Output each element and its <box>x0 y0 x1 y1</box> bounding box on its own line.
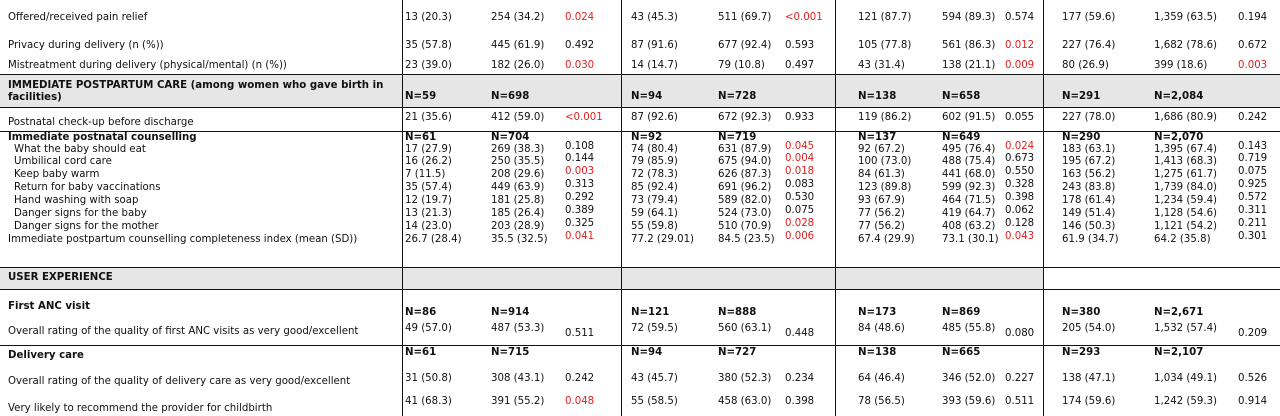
p-value: 0.012 <box>1005 40 1035 51</box>
value-cell: 79 (85.9) <box>631 156 678 167</box>
p-value: 0.043 <box>1005 231 1035 242</box>
value-cell: 77 (56.2) <box>858 221 905 232</box>
value-cell: 55 (58.5) <box>631 396 678 407</box>
sample-size: N=665 <box>942 347 981 358</box>
p-value: 0.301 <box>1238 231 1268 242</box>
column-divider <box>835 0 836 416</box>
value-cell: 138 (47.1) <box>1062 373 1116 384</box>
value-cell: 524 (73.0) <box>718 208 772 219</box>
p-value: 0.311 <box>1238 205 1268 216</box>
p-value: 0.062 <box>1005 205 1035 216</box>
p-value: 0.028 <box>785 218 815 229</box>
p-value: 0.006 <box>785 231 815 242</box>
p-value: 0.030 <box>565 60 595 71</box>
sample-size: N=888 <box>718 307 757 318</box>
row-label: Mistreatment during delivery (physical/mental) (n (%)) <box>8 60 287 71</box>
p-value: 0.075 <box>1238 166 1268 177</box>
value-cell: 72 (78.3) <box>631 169 678 180</box>
p-value: 0.672 <box>1238 40 1268 51</box>
p-value: 0.055 <box>1005 112 1035 123</box>
sample-size: N=86 <box>405 307 437 318</box>
p-value: 0.593 <box>785 40 815 51</box>
value-cell: 391 (55.2) <box>491 396 545 407</box>
table-row <box>0 319 1280 345</box>
p-value: 0.242 <box>565 373 595 384</box>
value-cell: 17 (27.9) <box>405 144 452 155</box>
value-cell: 1,128 (54.6) <box>1154 208 1218 219</box>
sample-size: N=649 <box>942 132 981 143</box>
p-value: 0.448 <box>785 328 815 339</box>
value-cell: 84.5 (23.5) <box>718 234 775 245</box>
table-row <box>0 153 1280 169</box>
value-cell: 177 (59.6) <box>1062 12 1116 23</box>
row-label: First ANC visit <box>8 301 90 312</box>
value-cell: 178 (61.4) <box>1062 195 1116 206</box>
value-cell: 1,395 (67.4) <box>1154 144 1218 155</box>
value-cell: 87 (92.6) <box>631 112 678 123</box>
sample-size: N=719 <box>718 132 757 143</box>
value-cell: 21 (35.6) <box>405 112 452 123</box>
row-label: Privacy during delivery (n (%)) <box>8 40 164 51</box>
table-row <box>0 391 1280 415</box>
value-cell: 1,682 (78.6) <box>1154 40 1218 51</box>
value-cell: 55 (59.8) <box>631 221 678 232</box>
p-value: 0.925 <box>1238 179 1268 190</box>
sample-size: N=291 <box>1062 91 1101 102</box>
p-value: 0.526 <box>1238 373 1268 384</box>
p-value: 0.719 <box>1238 153 1268 164</box>
sample-size: N=658 <box>942 91 981 102</box>
row-divider <box>0 107 1280 108</box>
row-label: Overall rating of the quality of delivery care as very good/excellent <box>8 376 351 387</box>
table-row <box>0 267 1280 289</box>
row-divider <box>0 74 1280 75</box>
p-value: 0.313 <box>565 179 595 190</box>
value-cell: 495 (76.4) <box>942 144 996 155</box>
row-label: Hand washing with soap <box>14 195 139 206</box>
value-cell: 92 (67.2) <box>858 144 905 155</box>
value-cell: 419 (64.7) <box>942 208 996 219</box>
value-cell: 23 (39.0) <box>405 60 452 71</box>
value-cell: 138 (21.1) <box>942 60 996 71</box>
value-cell: 35.5 (32.5) <box>491 234 548 245</box>
table-row <box>0 179 1280 195</box>
value-cell: 77.2 (29.01) <box>631 234 695 245</box>
sample-size: N=173 <box>858 307 897 318</box>
value-cell: 408 (63.2) <box>942 221 996 232</box>
value-cell: 146 (50.3) <box>1062 221 1116 232</box>
p-value: 0.572 <box>1238 192 1268 203</box>
value-cell: 399 (18.6) <box>1154 60 1208 71</box>
value-cell: 594 (89.3) <box>942 12 996 23</box>
p-value: 0.511 <box>565 328 595 339</box>
value-cell: 163 (56.2) <box>1062 169 1116 180</box>
p-value: <0.001 <box>565 112 603 123</box>
p-value: 0.143 <box>1238 141 1268 152</box>
value-cell: 441 (68.0) <box>942 169 996 180</box>
p-value: 0.144 <box>565 153 595 164</box>
value-cell: 14 (23.0) <box>405 221 452 232</box>
value-cell: 227 (78.0) <box>1062 112 1116 123</box>
p-value: 0.003 <box>565 166 595 177</box>
value-cell: 119 (86.2) <box>858 112 912 123</box>
value-cell: 691 (96.2) <box>718 182 772 193</box>
table-row <box>0 74 1280 107</box>
value-cell: 14 (14.7) <box>631 60 678 71</box>
table-row <box>0 2 1280 26</box>
row-label: Very likely to recommend the provider for childbirth <box>8 403 273 414</box>
p-value: 0.024 <box>1005 141 1035 152</box>
table-row <box>0 107 1280 129</box>
sample-size: N=914 <box>491 307 530 318</box>
value-cell: 1,359 (63.5) <box>1154 12 1218 23</box>
value-cell: 1,234 (59.4) <box>1154 195 1218 206</box>
value-cell: 121 (87.7) <box>858 12 912 23</box>
sample-size: N=61 <box>405 132 437 143</box>
value-cell: 449 (63.9) <box>491 182 545 193</box>
sample-size: N=94 <box>631 347 663 358</box>
column-divider <box>621 0 622 416</box>
sample-size: N=137 <box>858 132 897 143</box>
table-row <box>0 367 1280 391</box>
value-cell: 84 (61.3) <box>858 169 905 180</box>
value-cell: 599 (92.3) <box>942 182 996 193</box>
value-cell: 464 (71.5) <box>942 195 996 206</box>
value-cell: 1,242 (59.3) <box>1154 396 1218 407</box>
p-value: 0.018 <box>785 166 815 177</box>
value-cell: 181 (25.8) <box>491 195 545 206</box>
row-label: Immediate postnatal counselling <box>8 132 197 143</box>
value-cell: 308 (43.1) <box>491 373 545 384</box>
value-cell: 510 (70.9) <box>718 221 772 232</box>
value-cell: 123 (89.8) <box>858 182 912 193</box>
value-cell: 1,121 (54.2) <box>1154 221 1218 232</box>
value-cell: 677 (92.4) <box>718 40 772 51</box>
value-cell: 59 (64.1) <box>631 208 678 219</box>
value-cell: 105 (77.8) <box>858 40 912 51</box>
value-cell: 13 (21.3) <box>405 208 452 219</box>
value-cell: 149 (51.4) <box>1062 208 1116 219</box>
value-cell: 488 (75.4) <box>942 156 996 167</box>
p-value: 0.325 <box>565 218 595 229</box>
sample-size: N=715 <box>491 347 530 358</box>
p-value: 0.398 <box>785 396 815 407</box>
sample-size: N=704 <box>491 132 530 143</box>
p-value: 0.511 <box>1005 396 1035 407</box>
value-cell: 35 (57.8) <box>405 40 452 51</box>
row-label: What the baby should eat <box>14 144 146 155</box>
table-row <box>0 166 1280 182</box>
row-label: Return for baby vaccinations <box>14 182 161 193</box>
p-value: 0.550 <box>1005 166 1035 177</box>
p-value: 0.574 <box>1005 12 1035 23</box>
p-value: 0.530 <box>785 192 815 203</box>
value-cell: 511 (69.7) <box>718 12 772 23</box>
column-divider <box>402 0 403 416</box>
value-cell: 43 (45.7) <box>631 373 678 384</box>
p-value: 0.108 <box>565 141 595 152</box>
value-cell: 195 (67.2) <box>1062 156 1116 167</box>
value-cell: 487 (53.3) <box>491 323 545 334</box>
p-value: 0.075 <box>785 205 815 216</box>
value-cell: 561 (86.3) <box>942 40 996 51</box>
value-cell: 35 (57.4) <box>405 182 452 193</box>
sample-size: N=59 <box>405 91 437 102</box>
p-value: 0.398 <box>1005 192 1035 203</box>
value-cell: 85 (92.4) <box>631 182 678 193</box>
p-value: 0.003 <box>1238 60 1268 71</box>
value-cell: 7 (11.5) <box>405 169 446 180</box>
sample-size: N=869 <box>942 307 981 318</box>
value-cell: 1,275 (61.7) <box>1154 169 1218 180</box>
value-cell: 243 (83.8) <box>1062 182 1116 193</box>
value-cell: 393 (59.6) <box>942 396 996 407</box>
value-cell: 43 (31.4) <box>858 60 905 71</box>
p-value: 0.041 <box>565 231 595 242</box>
row-label: Offered/received pain relief <box>8 12 148 23</box>
table-row <box>0 192 1280 208</box>
table-row <box>0 205 1280 221</box>
p-value: 0.292 <box>565 192 595 203</box>
value-cell: 1,686 (80.9) <box>1154 112 1218 123</box>
row-label: Umbilical cord care <box>14 156 112 167</box>
p-value: 0.389 <box>565 205 595 216</box>
p-value: 0.009 <box>1005 60 1035 71</box>
p-value: 0.080 <box>1005 328 1035 339</box>
p-value: 0.227 <box>1005 373 1035 384</box>
row-label: Delivery care <box>8 350 84 361</box>
row-label: Overall rating of the quality of first ANC visits as very good/excellent <box>8 326 359 337</box>
sample-size: N=92 <box>631 132 663 143</box>
p-value: <0.001 <box>785 12 823 23</box>
value-cell: 208 (29.6) <box>491 169 545 180</box>
table-row <box>0 345 1280 367</box>
p-value: 0.497 <box>785 60 815 71</box>
row-divider <box>0 345 1280 346</box>
value-cell: 64 (46.4) <box>858 373 905 384</box>
p-value: 0.128 <box>1005 218 1035 229</box>
row-divider <box>0 267 1280 268</box>
sample-size: N=698 <box>491 91 530 102</box>
value-cell: 227 (76.4) <box>1062 40 1116 51</box>
row-label-line: IMMEDIATE POSTPARTUM CARE (among women who gave birth in <box>8 80 384 91</box>
value-cell: 250 (35.5) <box>491 156 545 167</box>
value-cell: 602 (91.5) <box>942 112 996 123</box>
value-cell: 74 (80.4) <box>631 144 678 155</box>
value-cell: 41 (68.3) <box>405 396 452 407</box>
table-row <box>0 52 1280 74</box>
value-cell: 1,532 (57.4) <box>1154 323 1218 334</box>
table-row <box>0 26 1280 52</box>
value-cell: 346 (52.0) <box>942 373 996 384</box>
value-cell: 1,413 (68.3) <box>1154 156 1218 167</box>
value-cell: 589 (82.0) <box>718 195 772 206</box>
value-cell: 631 (87.9) <box>718 144 772 155</box>
value-cell: 16 (26.2) <box>405 156 452 167</box>
p-value: 0.914 <box>1238 396 1268 407</box>
p-value: 0.242 <box>1238 112 1268 123</box>
row-divider <box>0 289 1280 290</box>
value-cell: 174 (59.6) <box>1062 396 1116 407</box>
row-label: Postnatal check-up before discharge <box>8 117 194 128</box>
value-cell: 182 (26.0) <box>491 60 545 71</box>
sample-size: N=380 <box>1062 307 1101 318</box>
value-cell: 203 (28.9) <box>491 221 545 232</box>
section-band <box>402 74 1280 107</box>
sample-size: N=290 <box>1062 132 1101 143</box>
value-cell: 560 (63.1) <box>718 323 772 334</box>
value-cell: 72 (59.5) <box>631 323 678 334</box>
p-value: 0.004 <box>785 153 815 164</box>
table-row <box>0 218 1280 234</box>
row-label: USER EXPERIENCE <box>8 272 113 283</box>
value-cell: 93 (67.9) <box>858 195 905 206</box>
value-cell: 67.4 (29.9) <box>858 234 915 245</box>
sample-size: N=2,671 <box>1154 307 1204 318</box>
value-cell: 380 (52.3) <box>718 373 772 384</box>
p-value: 0.673 <box>1005 153 1035 164</box>
value-cell: 254 (34.2) <box>491 12 545 23</box>
sample-size: N=138 <box>858 91 897 102</box>
row-label: Keep baby warm <box>14 169 100 180</box>
value-cell: 78 (56.5) <box>858 396 905 407</box>
value-cell: 84 (48.6) <box>858 323 905 334</box>
value-cell: 49 (57.0) <box>405 323 452 334</box>
value-cell: 87 (91.6) <box>631 40 678 51</box>
row-label <box>8 80 383 104</box>
sample-size: N=2,107 <box>1154 347 1204 358</box>
p-value: 0.024 <box>565 12 595 23</box>
row-label-line: facilities) <box>8 92 62 103</box>
value-cell: 77 (56.2) <box>858 208 905 219</box>
sample-size: N=293 <box>1062 347 1101 358</box>
value-cell: 672 (92.3) <box>718 112 772 123</box>
row-label: Danger signs for the mother <box>14 221 159 232</box>
value-cell: 61.9 (34.7) <box>1062 234 1119 245</box>
row-divider <box>0 131 1280 132</box>
value-cell: 675 (94.0) <box>718 156 772 167</box>
value-cell: 12 (19.7) <box>405 195 452 206</box>
value-cell: 185 (26.4) <box>491 208 545 219</box>
p-value: 0.492 <box>565 40 595 51</box>
p-value: 0.048 <box>565 396 595 407</box>
sample-size: N=61 <box>405 347 437 358</box>
value-cell: 1,034 (49.1) <box>1154 373 1218 384</box>
value-cell: 183 (63.1) <box>1062 144 1116 155</box>
value-cell: 73.1 (30.1) <box>942 234 999 245</box>
row-label: Danger signs for the baby <box>14 208 147 219</box>
value-cell: 26.7 (28.4) <box>405 234 462 245</box>
value-cell: 205 (54.0) <box>1062 323 1116 334</box>
p-value: 0.083 <box>785 179 815 190</box>
value-cell: 100 (73.0) <box>858 156 912 167</box>
value-cell: 1,739 (84.0) <box>1154 182 1218 193</box>
p-value: 0.234 <box>785 373 815 384</box>
sample-size: N=2,084 <box>1154 91 1204 102</box>
table-row <box>0 231 1280 247</box>
value-cell: 445 (61.9) <box>491 40 545 51</box>
table-row <box>0 289 1280 319</box>
value-cell: 269 (38.3) <box>491 144 545 155</box>
sample-size: N=728 <box>718 91 757 102</box>
p-value: 0.194 <box>1238 12 1268 23</box>
p-value: 0.328 <box>1005 179 1035 190</box>
value-cell: 626 (87.3) <box>718 169 772 180</box>
value-cell: 64.2 (35.8) <box>1154 234 1211 245</box>
row-label: Immediate postpartum counselling completeness index (mean (SD)) <box>8 234 358 245</box>
value-cell: 13 (20.3) <box>405 12 452 23</box>
value-cell: 43 (45.3) <box>631 12 678 23</box>
sample-size: N=138 <box>858 347 897 358</box>
p-value: 0.933 <box>785 112 815 123</box>
section-band <box>0 267 1043 289</box>
value-cell: 80 (26.9) <box>1062 60 1109 71</box>
value-cell: 485 (55.8) <box>942 323 996 334</box>
sample-size: N=121 <box>631 307 670 318</box>
sample-size: N=727 <box>718 347 757 358</box>
p-value: 0.211 <box>1238 218 1268 229</box>
p-value: 0.045 <box>785 141 815 152</box>
column-divider <box>1043 0 1044 416</box>
value-cell: 412 (59.0) <box>491 112 545 123</box>
value-cell: 31 (50.8) <box>405 373 452 384</box>
value-cell: 73 (79.4) <box>631 195 678 206</box>
value-cell: 79 (10.8) <box>718 60 765 71</box>
sample-size: N=2,070 <box>1154 132 1204 143</box>
p-value: 0.209 <box>1238 328 1268 339</box>
sample-size: N=94 <box>631 91 663 102</box>
table-row <box>0 143 1280 156</box>
value-cell: 458 (63.0) <box>718 396 772 407</box>
